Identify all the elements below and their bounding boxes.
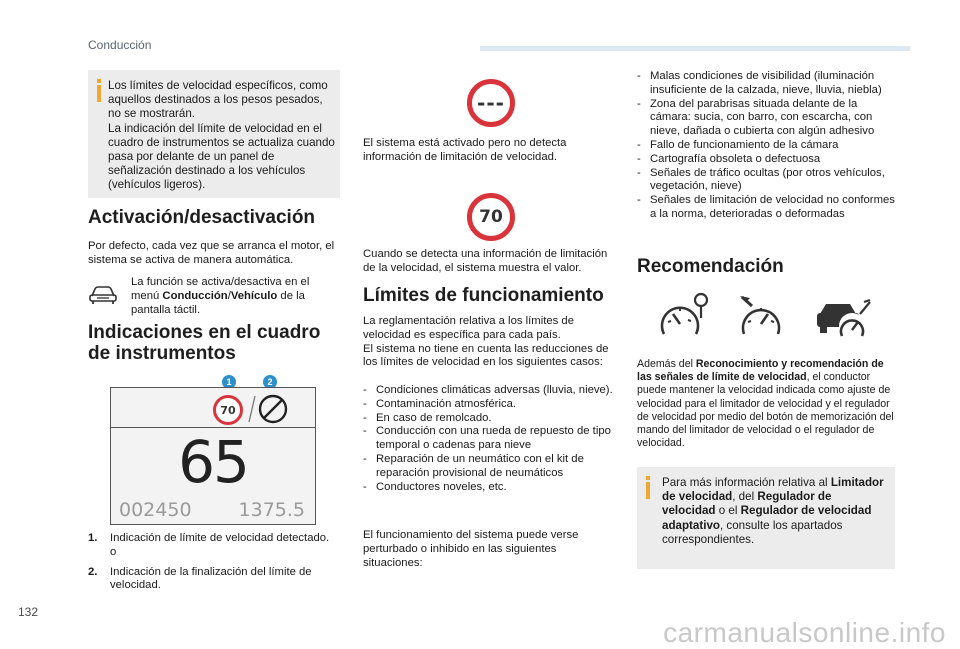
info-pre: Para más información relativa al <box>662 476 831 489</box>
menu-note-pre: La función se activa/desactiva en el menú <box>131 276 310 302</box>
speed-limit-sign-70 <box>467 193 515 241</box>
info-mid1: , del <box>732 490 758 504</box>
menu-note-bold1: Conducción <box>162 289 228 302</box>
trip-meter: 1375.5 <box>238 499 305 521</box>
info-post: , consulte los apartados correspondientes. <box>662 518 843 546</box>
info-box-related-topics <box>637 467 895 569</box>
menu-note-post: de la pantalla táctil. <box>131 289 305 316</box>
legend-item-2 <box>88 566 338 594</box>
watermark[interactable]: carmanualsonline.info <box>663 617 946 648</box>
heading-cluster-indications: Indicaciones en el cuadro de instrumentos <box>88 322 321 364</box>
limits-list-item: - En caso de remolcado. <box>363 412 618 426</box>
info-mid2: o el <box>715 504 741 518</box>
slash-separator <box>247 394 257 424</box>
disturb-list-item: - Señales de tráfico ocultas (por otros vehículos, vegetación, nieve) <box>637 167 895 195</box>
limits-list-item: - Condiciones climáticas adversas (lluvia, nieve). <box>363 384 618 398</box>
no-info-text: El sistema está activado pero no detecta información de limitación de velocidad. <box>363 137 567 163</box>
current-speed: 65 <box>178 428 248 496</box>
heading-activation: Activación/desactivación <box>88 207 316 228</box>
disturb-list <box>637 70 895 222</box>
limits-list-item: - Reparación de un neumático con el kit de reparación provisional de neumáticos <box>363 453 618 481</box>
no-info-sign-value: --- <box>477 91 505 115</box>
legend-num-1: 1. <box>88 532 98 544</box>
heading-operating-limits: Límites de funcionamiento <box>363 285 604 306</box>
cluster-legend <box>88 532 338 599</box>
info-icon <box>645 476 651 500</box>
limits-list-item: - Conducción con una rueda de repuesto de tipo temporal o cadenas para nieve <box>363 425 618 453</box>
disturb-list-item: - Zona del parabrisas situada delante de la cámara: sucia, con barro, con escarcha, con nieve, dañada o cubierta con algún adhesivo <box>637 98 895 139</box>
no-info-speed-sign <box>467 79 515 127</box>
limits-list-item: - Contaminación atmosférica. <box>363 398 618 412</box>
limit-sign-value: 70 <box>479 207 503 227</box>
cluster-sign-value: 70 <box>220 403 236 417</box>
legend-text-1: Indicación de límite de velocidad detectado. o <box>110 532 330 558</box>
disturb-text: El funcionamiento del sistema puede verse perturbado o inhibido en las siguientes situaciones: <box>363 529 579 569</box>
page-number: 132 <box>18 605 39 619</box>
callout-2: 2 <box>263 375 277 389</box>
limits-list-item: - Conductores noveles, etc. <box>363 481 618 495</box>
menu-note-sep: / <box>227 289 231 302</box>
recommendation-text <box>637 358 899 450</box>
info-bold-limiter: Limitador de velocidad <box>662 476 884 504</box>
info-text: Los límites de velocidad específicos, como aquellos destinados a los pesos pesados, no se mostrarán. La indicación del límite de velocidad en el cuadro de instrumentos se actualiza cuando pasa por delante de un panel de señalización destinado a los vehículos (vehículos ligeros). <box>108 79 335 192</box>
legend-item-1 <box>88 532 338 560</box>
info-bold-regulator: Regulador de velocidad <box>662 490 832 518</box>
limits-intro: La reglamentación relativa a los límites de velocidad es específica para cada país. El sistema no tiene en cuenta las reducciones de los límites de velocidad en los siguientes casos: <box>363 315 609 369</box>
disturb-list-item: - Señales de limitación de velocidad no conformes a la norma, deterioradas o deformadas <box>637 194 895 222</box>
instrument-cluster <box>110 387 316 525</box>
section-title: Conducción <box>88 38 152 52</box>
info-related-text <box>662 476 888 547</box>
recommend-post: , el conductor puede mantener la velocidad indicada como ajuste de velocidad para el limitador de velocidad y el regulador de velocidad por medio del botón de memorización del mando del limitador de velocidad o el regulador de velocidad. <box>637 371 894 450</box>
adaptive-cruise-control-icon <box>814 296 874 340</box>
menu-note-bold2: Vehículo <box>230 289 278 302</box>
end-of-limit-icon <box>257 393 289 425</box>
recommend-pre: Además del <box>637 358 696 370</box>
speed-limiter-icon <box>738 294 786 338</box>
callout-1: 1 <box>222 375 236 389</box>
heading-recommendation: Recomendación <box>637 256 784 277</box>
activation-text: Por defecto, cada vez que se arranca el motor, el sistema se activa de manera automática. <box>88 240 335 266</box>
legend-text-2: Indicación de la finalización del límite de velocidad. <box>110 565 312 592</box>
disturb-list-item: - Fallo de funcionamiento de la cámara <box>637 139 895 153</box>
disturb-list-item: - Cartografía obsoleta o defectuosa <box>637 153 895 167</box>
speed-limit-recommendation-icon <box>658 292 718 338</box>
recommend-bold: Reconocimiento y recomendación de las señales de límite de velocidad <box>637 358 884 384</box>
limit-detected-text: Cuando se detecta una información de limitación de la velocidad, el sistema muestra el valor. <box>363 248 608 274</box>
disturb-list-item: - Malas condiciones de visibilidad (iluminación insuficiente de la calzada, nieve, lluvia, niebla) <box>637 70 895 98</box>
odometer: 002450 <box>119 499 192 521</box>
info-bold-adaptive: Regulador de velocidad adaptativo <box>662 504 872 532</box>
limits-list <box>363 384 618 494</box>
legend-num-2: 2. <box>88 565 98 578</box>
cluster-speed-limit-sign <box>213 395 243 425</box>
